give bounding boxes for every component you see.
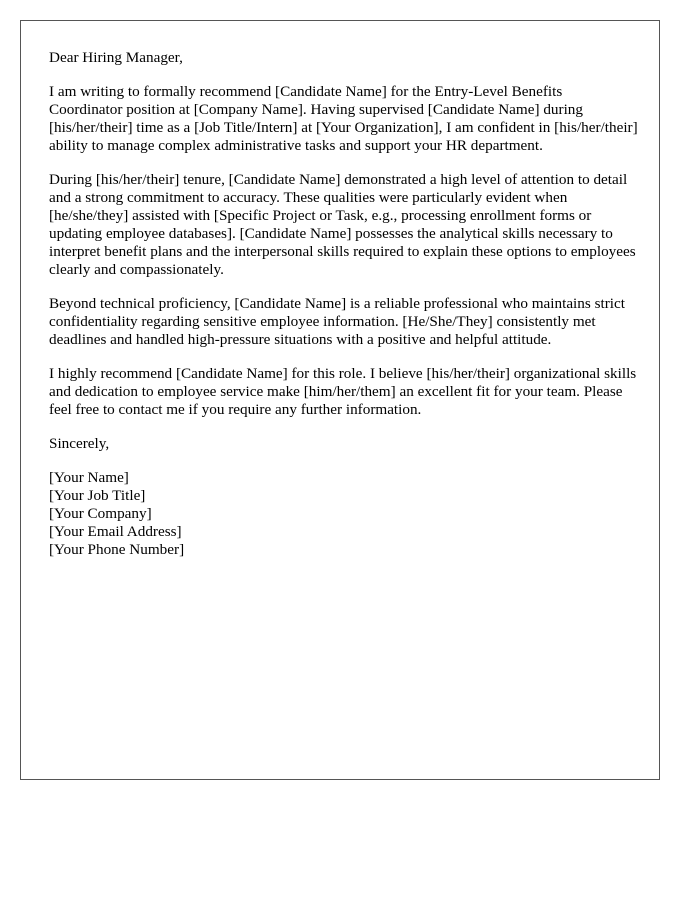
- signature-job-title: [Your Job Title]: [49, 487, 146, 504]
- signature-email: [Your Email Address]: [49, 523, 182, 540]
- letter-body: [49, 49, 639, 559]
- signature-phone: [Your Phone Number]: [49, 541, 185, 558]
- signature-block: [49, 469, 639, 559]
- signature-company: [Your Company]: [49, 505, 152, 522]
- salutation: Dear Hiring Manager,: [49, 49, 183, 66]
- paragraph-qualities: During [his/her/their] tenure, [Candidate Name] demonstrated a high level of attention to detail and a strong commitment to accuracy. These qualities were particularly evident when [he/she/they] assisted with [Specific Project or Task, e.g., processing enrollment forms or updating employee databases]. [Candidate Name] possesses the analytical skills necessary to interpret benefit plans and the interpersonal skills required to explain these options to employees clearly and compassionately.: [49, 171, 636, 278]
- letter-page: [20, 20, 660, 780]
- closing: Sincerely,: [49, 435, 110, 452]
- paragraph-professionalism: Beyond technical proficiency, [Candidate Name] is a reliable professional who maintains strict confidentiality regarding sensitive employee information. [He/She/They] consistently met deadlines and handled high-pressure situations with a positive and helpful attitude.: [49, 295, 625, 348]
- paragraph-recommendation: I highly recommend [Candidate Name] for this role. I believe [his/her/their] organizational skills and dedication to employee service make [him/her/them] an excellent fit for your team. Please feel free to contact me if you require any further information.: [49, 365, 637, 418]
- signature-name: [Your Name]: [49, 469, 129, 486]
- paragraph-intro: I am writing to formally recommend [Candidate Name] for the Entry-Level Benefits Coordinator position at [Company Name]. Having supervised [Candidate Name] during [his/her/their] time as a [Job Title/Intern] at [Your Organization], I am confident in [his/her/their] ability to manage complex administrative tasks and support your HR department.: [49, 83, 638, 154]
